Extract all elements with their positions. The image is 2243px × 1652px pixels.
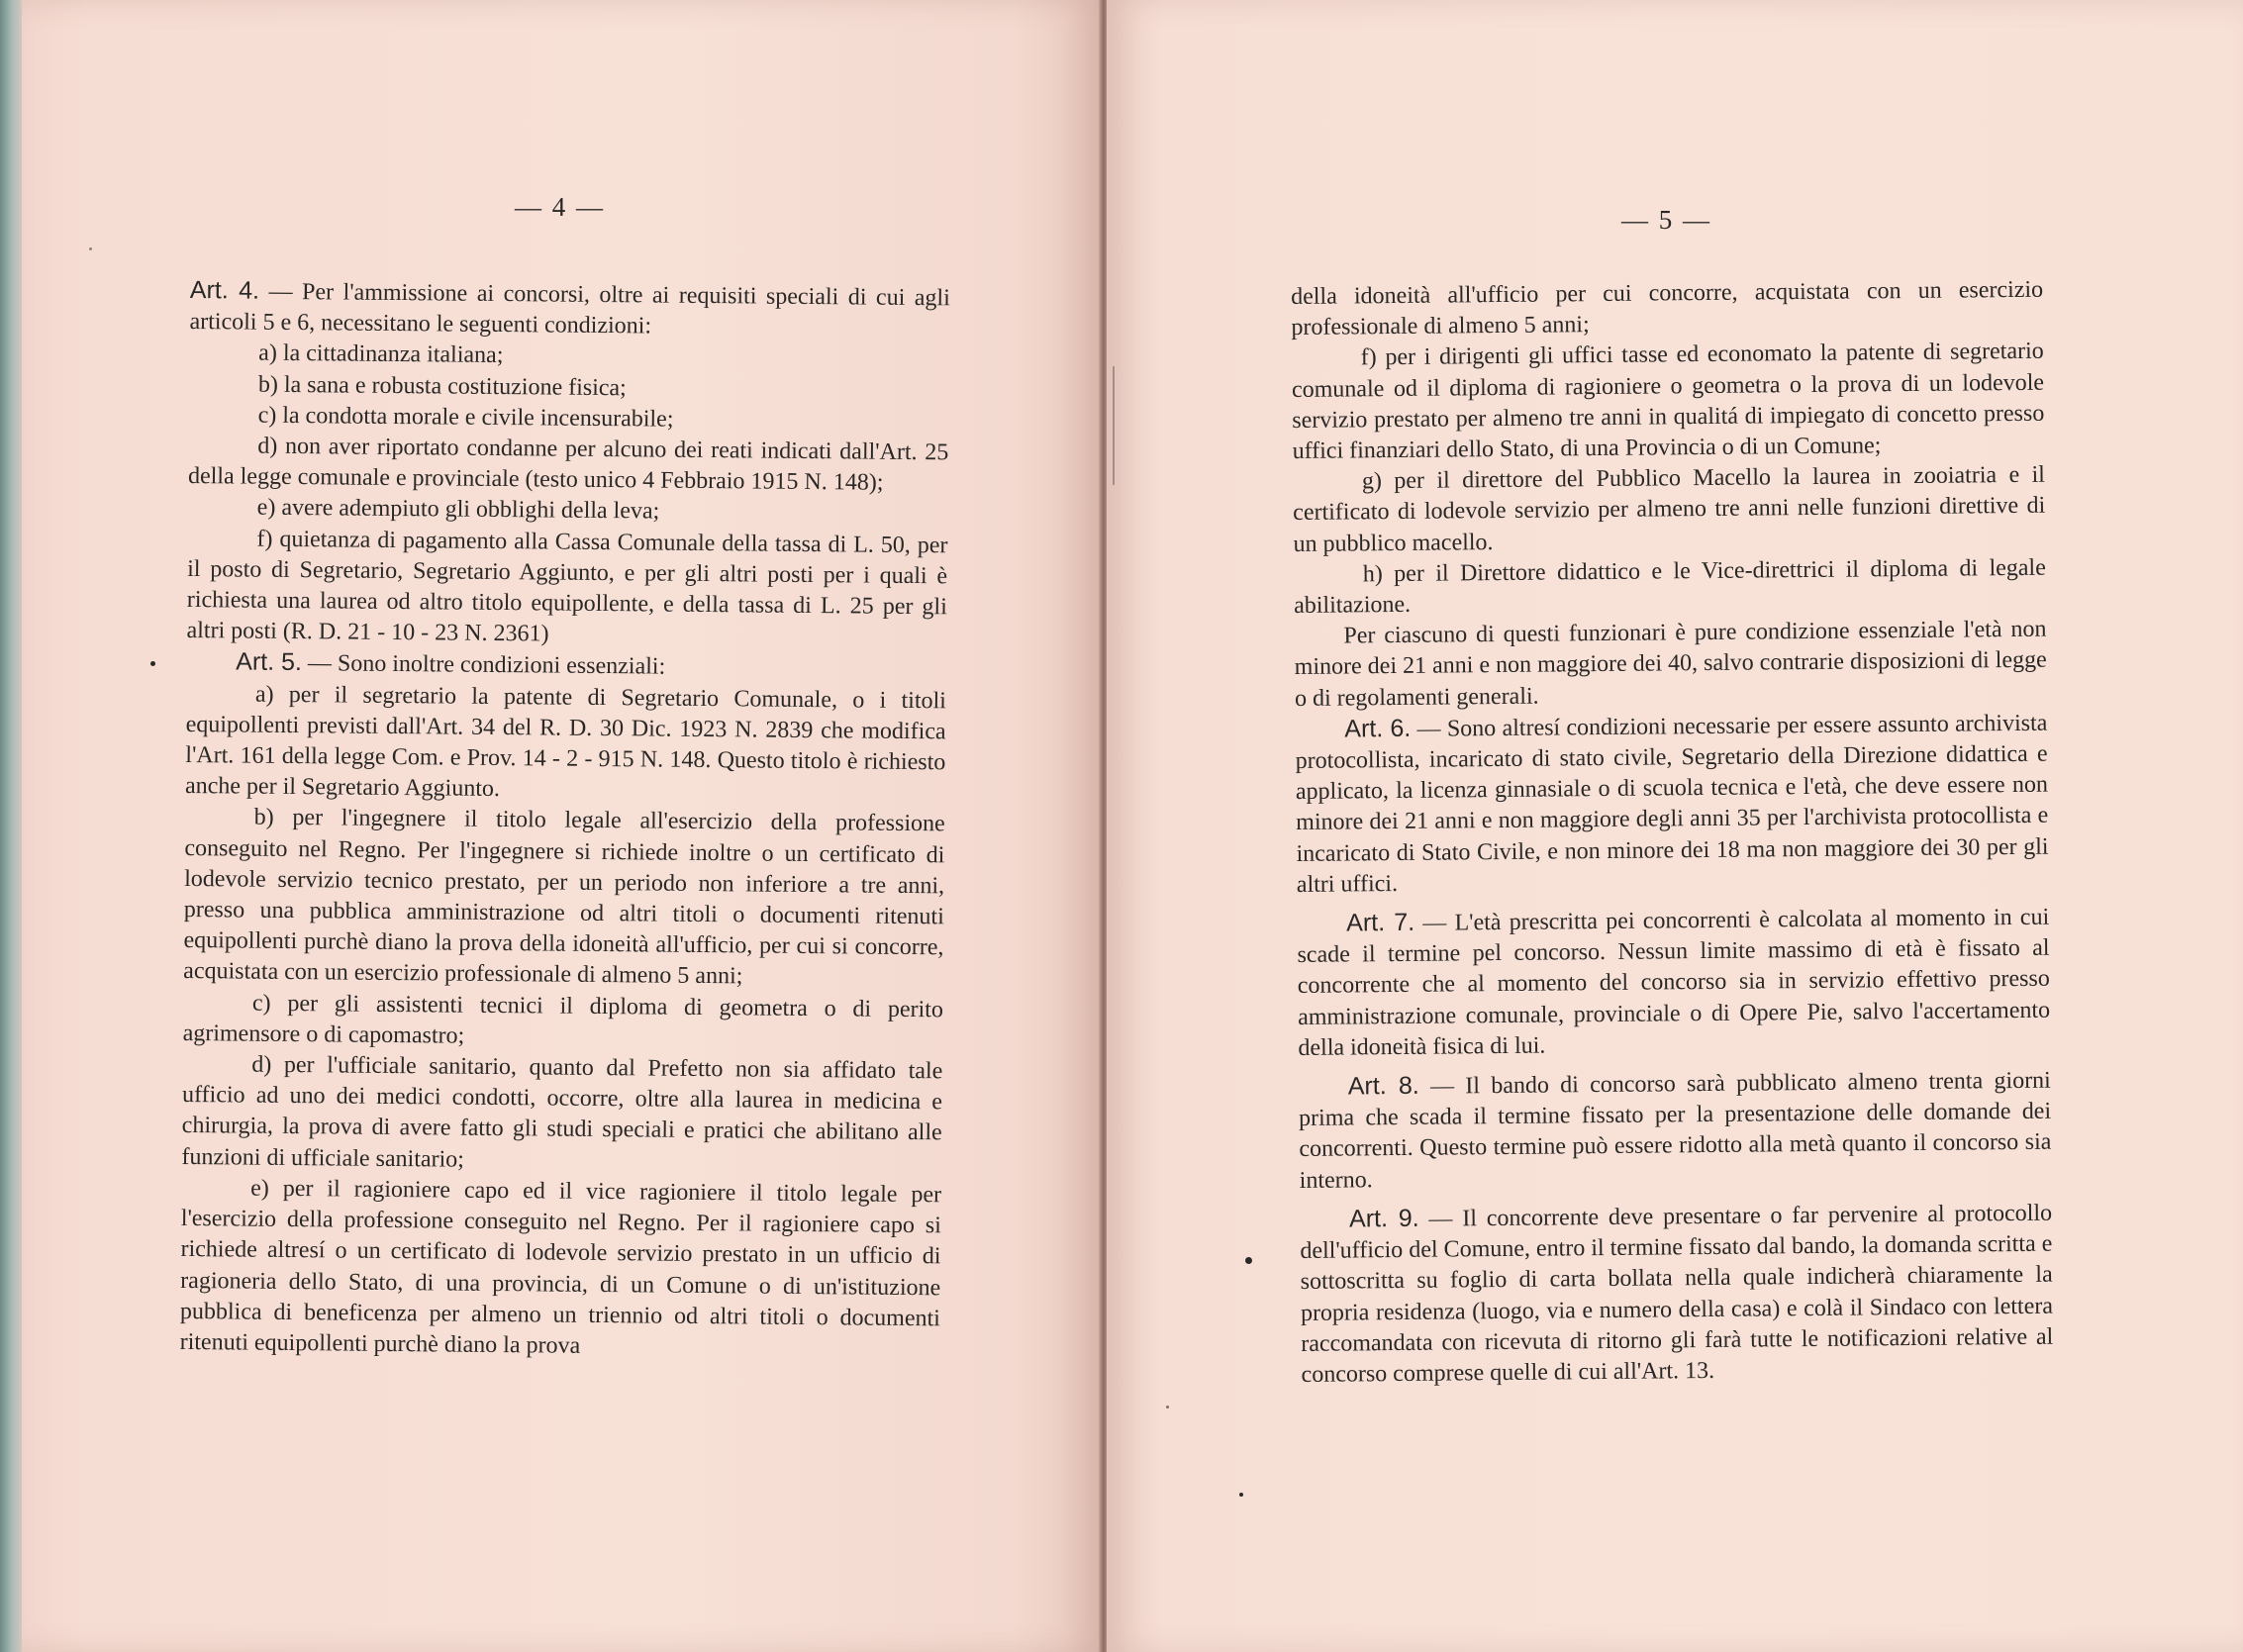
paragraph: b) per l'ingegnere il titolo legale all'esercizio della professione conseguito nel Regno. Per l'ingegnere si richiede inoltre o un certificato di lodevole servizio tecnico prestato, per un periodo non inferiore a tre anni, presso una pubblica amministrazione od altri titoli o documenti ritenuti equipollenti purchè diano la prova della idoneità all'ufficio, per cui si concorre, acquistata con un esercizio professionale di almeno 5 anni;	[183, 805, 945, 990]
article-heading: Art. 9.	[1348, 1204, 1419, 1233]
page-body	[179, 275, 949, 1365]
paragraph: e) avere adempiuto gli obblighi della leva;	[256, 495, 660, 525]
article-heading: Art. 4.	[189, 275, 260, 305]
paragraph: f) per i dirigenti gli uffici tasse ed economato la patente di segretario comunale od il diploma di ragioniere o geometra o la prova di un lodevole servizio prestato per almeno tre anni in qualitá di impiegato di concetto presso uffici finanziari dello Stato, di una Provincia o di un Comune;	[1291, 339, 2045, 465]
ink-speck	[1166, 1406, 1169, 1409]
paragraph	[1295, 708, 2049, 902]
paragraph: h) per il Direttore didattico e le Vice-direttrici il diploma di legale abilitazione.	[1294, 554, 2046, 620]
paragraph: d) per l'ufficiale sanitario, quanto dal Prefetto non sia affidato tale ufficio ad uno dei medici condotti, occorre, oltre alla laurea in medicina e chirurgia, la prova di avere fatto gli studi speciali e pratici che abilitano alle funzioni di ufficiale sanitario;	[181, 1051, 943, 1173]
page-number: — 4 —	[515, 192, 605, 222]
paragraph: f) quietanza di pagamento alla Cassa Comunale della tassa di L. 50, per il posto di Segretario, Segretario Aggiunto, e per gli altri posti per i quali è richiesta una laurea od altro titolo equipollente, e della tassa di L. 25 per gli altri posti (R. D. 21 - 10 - 23 N. 2361)	[186, 526, 948, 647]
page-number: — 5 —	[1621, 205, 1711, 235]
paragraph	[1297, 902, 2050, 1064]
ink-speck	[1239, 1493, 1243, 1497]
paragraph-text: — L'età prescritta pei concorrenti è calcolata al momento in cui scade il termine pel concorso. Nessun limite massimo di età è fissato al concorrente che al momento del concorso sia in servizio effettivo presso amministrazione comunale, provinciale o di Opere Pie, salvo l'accertamento della idoneità fisica di lui.	[1297, 904, 2051, 1061]
paragraph: d) non aver riportato condanne per alcuno dei reati indicati dall'Art. 25 della legge comunale e provinciale (testo unico 4 Febbraio 1915 N. 148);	[187, 433, 949, 496]
right-page	[1107, 0, 2243, 1652]
paragraph	[189, 275, 950, 345]
paragraph: a) la cittadinanza italiana;	[258, 340, 504, 369]
page-body	[1291, 275, 2054, 1391]
paragraph: a) per il segretario la patente di Segretario Comunale, o i titoli equipollenti previsti dall'Art. 34 del R. D. 30 Dic. 1923 N. 2839 che modifica l'Art. 161 della legge Com. e Prov. 14 - 2 - 915 N. 148. Questo titolo è richiesto anche per il Segretario Aggiunto.	[184, 681, 947, 803]
article-heading: Art. 6.	[1344, 714, 1412, 743]
paragraph: b) la sana e robusta costituzione fisica;	[257, 371, 627, 401]
article-heading: Art. 5.	[236, 647, 303, 677]
paragraph-text: — Sono altresí condizioni necessarie per essere assunto archivista protocollista, incaricato di stato civile, Segretario della Direzione didattica e applicato, la licenza ginnasiale o di scuola tecnica e l'età, che deve essere non minore dei 21 anni e non maggiore degli anni 35 per l'archivista protocollista e incaricato di Stato Civile, e non minore dei 18 ma non maggiore dei 30 per gli altri uffici.	[1295, 710, 2049, 898]
paragraph-text: — Il bando di concorso sarà pubblicato almeno trenta giorni prima che scada il termine fissato per la presentazione delle domande dei concorrenti. Questo termine può essere ridotto alla metà quanto il concorso sia interno.	[1298, 1067, 2052, 1194]
ink-speck	[1245, 1257, 1252, 1264]
paragraph-text: — Per l'ammissione ai concorsi, oltre ai requisiti speciali di cui agli articoli 5 e 6, necessitano le seguenti condizioni:	[189, 278, 950, 340]
left-page	[22, 0, 1101, 1652]
paragraph: g) per il direttore del Pubblico Macello la laurea in zooiatria e il certificato di lodevole servizio per almeno tre anni nelle funzioni direttive di un pubblico macello.	[1293, 461, 2046, 557]
paragraph: c) la condotta morale e civile incensurabile;	[257, 402, 674, 433]
paragraph	[1299, 1065, 2052, 1197]
paragraph: e) per il ragioniere capo ed il vice ragioniere il titolo legale per l'esercizio della professione conseguito nel Regno. Per il ragioniere capo si richiede altresí o un certificato di lodevole servizio prestato in un ufficio di ragioneria dello Stato, di una provincia, di un Comune o di un'istituzione pubblica di beneficenza per almeno un triennio od altri titoli o documenti ritenuti equipollenti purchè diano la prova	[179, 1175, 942, 1359]
ink-speck	[150, 661, 155, 666]
left-cover-edge	[0, 0, 24, 1652]
article-heading: Art. 8.	[1347, 1071, 1419, 1101]
paragraph-text: — Sono inoltre condizioni essenziali:	[301, 650, 666, 681]
paragraph: Per ciascuno di questi funzionari è pure condizione essenziale l'età non minore dei 21 anni e non maggiore dei 40, salvo contrarie disposizioni di legge o di regolamenti generali.	[1294, 616, 2047, 712]
paragraph	[1300, 1198, 2054, 1392]
paragraph-text: — Il concorrente deve presentare o far pervenire al protocollo dell'ufficio del Comune, entro il termine fissato dal bando, la domanda scritta e sottoscritta su foglio di carta bollata nella quale indicherà chiaramente la propria residenza (luogo, via e numero della casa) e colà il Sindaco con lettera raccomandata con ricevuta di ritorno gli farà tutte le notificazioni relative al concorso comprese quelle di cui all'Art. 13.	[1300, 1200, 2054, 1388]
paragraph: c) per gli assistenti tecnici il diploma di geometra o di perito agrimensore o di capomastro;	[182, 990, 944, 1049]
article-heading: Art. 7.	[1346, 908, 1415, 937]
paragraph: della idoneità all'ufficio per cui concorre, acquistata con un esercizio professionale di almeno 5 anni;	[1291, 276, 2044, 341]
binding-mark	[1113, 366, 1115, 485]
ink-speck	[89, 247, 92, 250]
